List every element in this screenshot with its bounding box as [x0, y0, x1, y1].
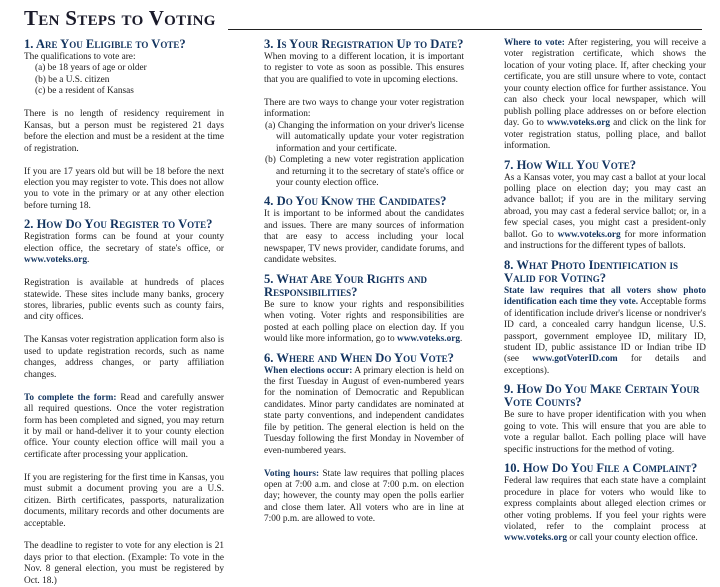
- deadline-paragraph: The deadline to register to vote for any election is 21 days prior to that election. (Example: To vote in the Nov. 8 general election, you must be registered by Oct. 18.): [24, 541, 224, 586]
- section-9-heading: 9. How Do You Make Certain Your Vote Counts?: [504, 382, 700, 410]
- registration-places-paragraph: Registration is available at hundreds of places statewide. These sites include many banks, grocery stores, libraries, public events such as county fairs, and city offices.: [24, 278, 224, 323]
- section-6-heading: 6. Where and When Do You Vote?: [264, 350, 454, 365]
- age-paragraph: If you are 17 years old but will be 18 before the next election you may register to vote. This does not allow you to vote in the primary or at any other election before turning 18.: [24, 166, 224, 211]
- complete-form-paragraph: To complete the form: Read and carefully answer all required questions. Once the voter registration form has been completed and signed, you may return it by mail or hand-deliver it to your county election office. Your county election office will mail you a certificate after processing your application.: [24, 392, 225, 460]
- page-title: Ten Steps to Voting: [24, 6, 216, 30]
- first-time-paragraph: If you are registering for the first time in Kansas, you must submit a document proving you are a U.S. citizen. Birth certificates, passports, naturalization documents, military records and other documents are acceptable.: [24, 472, 224, 529]
- complete-form-label: To complete the form:: [24, 392, 117, 403]
- where-to-vote-paragraph: Where to vote: After registering, you will receive a voter registration certificate, which shows the location of your voting place. If, after checking your certificate, you are still unsure where to vote, contact your county election office for further assistance. You can also check your local newspaper, which will publish polling place addresses on or before election day. Go to www.voteks.org and click on the link for voter registration status, polling place, and ballot information.: [504, 38, 706, 152]
- section-5-heading: 5. What Are Your Rights and Responsibilities?: [264, 271, 428, 299]
- registration-forms-paragraph: Registration forms can be found at your county election office, the secretary of state's office, or www.voteks.org.: [24, 232, 224, 266]
- moving-paragraph: When moving to a different location, it is important to register to vote as soon as possible. This ensures that you are qualified to vote in upcoming elections.: [264, 52, 464, 85]
- title-rule: [228, 29, 702, 30]
- column-2: [264, 38, 464, 526]
- section-8-heading: 8. What Photo Identification is Valid for Voting?: [504, 257, 679, 285]
- voteks-link[interactable]: www.voteks.org: [24, 255, 88, 266]
- where-to-vote-label: Where to vote:: [504, 38, 565, 48]
- application-form-paragraph: The Kansas voter registration application form also is used to update registration records, such as name changes, address changes, or party affiliation changes.: [24, 335, 224, 380]
- voteks-link[interactable]: www.voteks.org: [547, 118, 611, 129]
- qualification-item: (c) be a resident of Kansas: [35, 86, 134, 97]
- when-elections-label: When elections occur:: [264, 365, 353, 376]
- section-1-intro: The qualifications to vote are:: [24, 52, 136, 62]
- ballot-types-paragraph: As a Kansas voter, you may cast a ballot at your local polling place on election day; you may cast an advance ballot; if you are in the military serving abroad, you may cast a federal service ballot; or, in a few special cases, you might cast a president-only ballot. Go to www.voteks.org for more information and instructions for the different types of ballots.: [504, 172, 706, 252]
- voting-hours-label: Voting hours:: [264, 468, 320, 479]
- voteks-link[interactable]: www.voteks.org: [396, 334, 460, 345]
- when-elections-paragraph: When elections occur: A primary election is held on the first Tuesday in August of even-numbered years for the nomination of Democratic and Republican candidates. Minor party candidates are nominated at state party conventions, and independent candidates file by petition. The general election is held on the Tuesday following the first Monday in November of even-numbered years.: [264, 365, 464, 456]
- section-7-heading: 7. How Will You Vote?: [504, 157, 637, 172]
- gotvoterid-link[interactable]: www.gotVoterID.com: [532, 354, 618, 365]
- qualification-item: (b) be a U.S. citizen: [35, 74, 110, 85]
- candidates-paragraph: It is important to be informed about the candidates and issues. There are many sources of information that are easy to access including your local newspaper, TV news provider, candidate forums, and candidate websites.: [264, 209, 464, 266]
- qualification-item: (a) be 18 years of age or older: [35, 63, 147, 74]
- section-2-heading: 2. How Do You Register to Vote?: [24, 217, 213, 232]
- column-1: [24, 38, 224, 587]
- section-3-heading: 3. Is Your Registration Up to Date?: [264, 37, 464, 51]
- change-item: (b) Completing a new voter registration application and returning it to the secretary of state's office or your county election office.: [265, 155, 464, 188]
- complaint-paragraph: Federal law requires that each state have a complaint procedure in place for voters who would like to express complaints about alleged election crimes or other voting problems. If you feel your rights were violated, refer to the complaint process at www.voteks.org or call your county election office.: [504, 476, 706, 544]
- section-1-heading: 1. Are You Eligible to Vote?: [24, 37, 186, 51]
- rights-paragraph: Be sure to know your rights and responsibilities when voting. Voter rights and responsibilities are posted at each polling place on election day. If you would like more information, go to www.voteks.org.: [264, 299, 464, 345]
- residency-paragraph: There is no length of residency requirement in Kansas, but a person must be registered 21 days before the election and must be a resident at the time of registration.: [24, 109, 224, 154]
- change-ways-paragraph: There are two ways to change your voter registration information:: [264, 97, 464, 120]
- vote-counts-paragraph: Be sure to have proper identification with you when going to vote. This will ensure that you are able to vote a regular ballot. Each polling place will have specific instructions for the method of voting.: [504, 410, 706, 455]
- voteks-link[interactable]: www.voteks.org: [504, 533, 568, 544]
- voteks-link[interactable]: www.voteks.org: [557, 229, 621, 240]
- section-4-heading: 4. Do You Know the Candidates?: [264, 194, 447, 209]
- photo-id-requirement: State law requires that all voters show photo identification each time they vote.: [504, 285, 706, 308]
- photo-id-paragraph: State law requires that all voters show photo identification each time they vote. Acceptable forms of identification include driver's license or nondriver's ID card, a concealed carry handgun license, U.S. passport, government employee ID, military ID, student ID, public assistance ID or Indian tribe ID (see www.gotVoterID.com for details and exceptions).: [504, 285, 707, 376]
- voting-hours-paragraph: Voting hours: State law requires that polling places open at 7:00 a.m. and close at 7:00 p.m. on election day; however, the county may open the polls earlier and close them later. All voters who are in line at 7:00 p.m. are allowed to vote.: [264, 468, 464, 525]
- change-item: (a) Changing the information on your driver's license will automatically update your voter registration information and your certificate.: [265, 120, 464, 154]
- section-10-heading: 10. How Do You File a Complaint?: [504, 461, 698, 476]
- column-3: [504, 38, 706, 545]
